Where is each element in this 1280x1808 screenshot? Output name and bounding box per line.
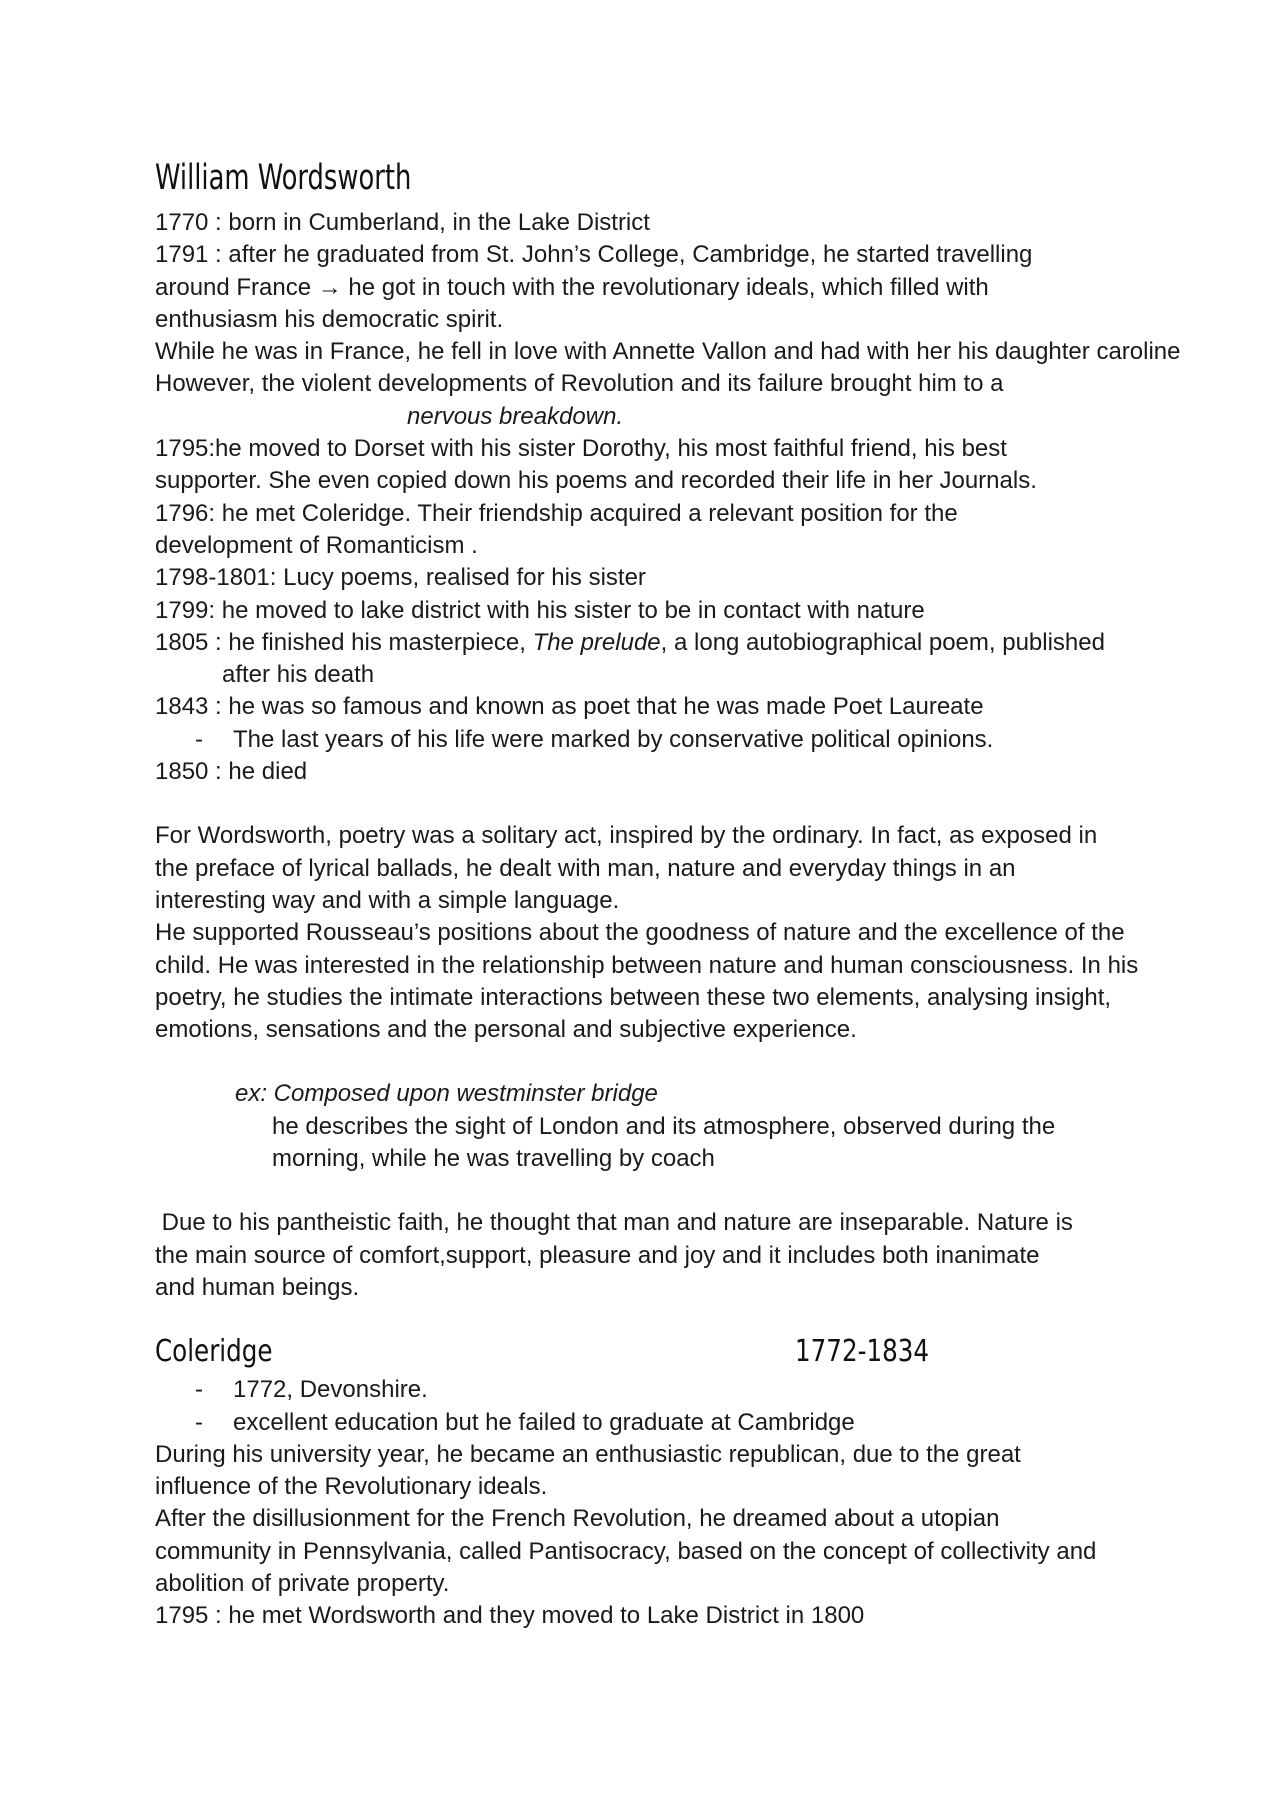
prelude-title: The prelude	[532, 628, 661, 656]
coleridge-line-1: During his university year, he became an enthusiastic republican, due to the great	[155, 1440, 1021, 1468]
coleridge-line-3: After the disillusionment for the French Revolution, he dreamed about a utopian	[155, 1505, 1000, 1533]
list-item	[155, 1374, 1235, 1406]
timeline-1796-cont: development of Romanticism .	[155, 531, 478, 559]
timeline-1770: 1770 : born in Cumberland, in the Lake District	[155, 209, 650, 236]
revolution-line: However, the violent developments of Revolution and its failure brought him to a	[155, 370, 1004, 398]
document-page	[155, 155, 1235, 1633]
paragraph-1-line-4: He supported Rousseau’s positions about the goodness of nature and the excellence of the	[155, 919, 1125, 947]
timeline-1799: 1799: he moved to lake district with his sister to be in contact with nature	[155, 596, 925, 624]
paragraph-1-line-7: emotions, sensations and the personal and subjective experience.	[155, 1016, 857, 1044]
paragraph-1-line-6: poetry, he studies the intimate interactions between these two elements, analysing insight,	[155, 983, 1112, 1011]
france-love-line: While he was in France, he fell in love with Annette Vallon and had with her his daughter caroline	[155, 338, 1181, 366]
paragraph-1-line-3: interesting way and with a simple language.	[155, 886, 620, 914]
bullet-text: 1772, Devonshire.	[233, 1376, 428, 1404]
example-title: ex: Composed upon westminster bridge	[235, 1080, 658, 1108]
timeline-1850: 1850 : he died	[155, 758, 308, 786]
list-item	[155, 1407, 1235, 1439]
example-title-line	[155, 1078, 1235, 1110]
timeline-1805-c: , a long autobiographical poem, published	[660, 628, 1105, 656]
timeline-1795-cont: supporter. She even copied down his poems and recorded their life in her Journals.	[155, 467, 1037, 495]
coleridge-line-6: 1795 : he met Wordsworth and they moved to Lake District in 1800	[155, 1602, 865, 1630]
timeline-1843: 1843 : he was so famous and known as poet that he was made Poet Laureate	[155, 693, 984, 721]
paragraph-2-line-1: Due to his pantheistic faith, he thought that man and nature are inseparable. Nature is	[155, 1209, 1073, 1237]
example-line-2: morning, while he was travelling by coach	[272, 1145, 715, 1173]
timeline-1791-cont: around France → he got in touch with the revolutionary ideals, which filled with	[155, 273, 989, 301]
coleridge-dates: 1772-1834	[795, 1334, 930, 1370]
breakdown-text: nervous breakdown.	[407, 402, 624, 430]
heading-wordsworth: William Wordsworth	[155, 158, 412, 198]
paragraph-2-line-3: and human beings.	[155, 1273, 360, 1301]
coleridge-title: Coleridge	[155, 1334, 273, 1370]
timeline-1791: 1791 : after he graduated from St. John’s College, Cambridge, he started travelling	[155, 241, 1033, 269]
bullet-dash: -	[195, 725, 203, 753]
coleridge-line-4: community in Pennsylvania, called Pantisocracy, based on the concept of collectivity and	[155, 1537, 1097, 1565]
timeline-1798: 1798-1801: Lucy poems, realised for his sister	[155, 564, 646, 592]
timeline-1805	[155, 627, 1235, 659]
timeline-1796: 1796: he met Coleridge. Their friendship acquired a relevant position for the	[155, 499, 958, 527]
paragraph-1-line-5: child. He was interested in the relationship between nature and human consciousness. In his	[155, 951, 1139, 979]
bullet-text: excellent education but he failed to graduate at Cambridge	[233, 1408, 855, 1436]
example-line-1: he describes the sight of London and its atmosphere, observed during the	[272, 1112, 1056, 1140]
coleridge-line-2: influence of the Revolutionary ideals.	[155, 1473, 548, 1501]
bullet-dash: -	[195, 1408, 203, 1436]
breakdown-line	[155, 401, 1235, 433]
bullet-text: The last years of his life were marked by conservative political opinions.	[233, 725, 994, 753]
paragraph-2-line-2: the main source of comfort,support, pleasure and joy and it includes both inanimate	[155, 1241, 1040, 1269]
coleridge-line-5: abolition of private property.	[155, 1569, 450, 1597]
timeline-1795: 1795:he moved to Dorset with his sister Dorothy, his most faithful friend, his best	[155, 435, 1007, 463]
timeline-1791-cont2: enthusiasm his democratic spirit.	[155, 305, 504, 333]
paragraph-1-line-1: For Wordsworth, poetry was a solitary act, inspired by the ordinary. In fact, as exposed in	[155, 822, 1098, 850]
timeline-1805-cont: after his death	[222, 661, 375, 689]
timeline-1805-a: 1805 : he finished his masterpiece,	[155, 628, 533, 656]
bullet-dash: -	[195, 1376, 203, 1404]
paragraph-1-line-2: the preface of lyrical ballads, he dealt with man, nature and everyday things in an	[155, 854, 1016, 882]
heading-coleridge	[155, 1332, 1235, 1372]
list-item	[155, 724, 1235, 756]
